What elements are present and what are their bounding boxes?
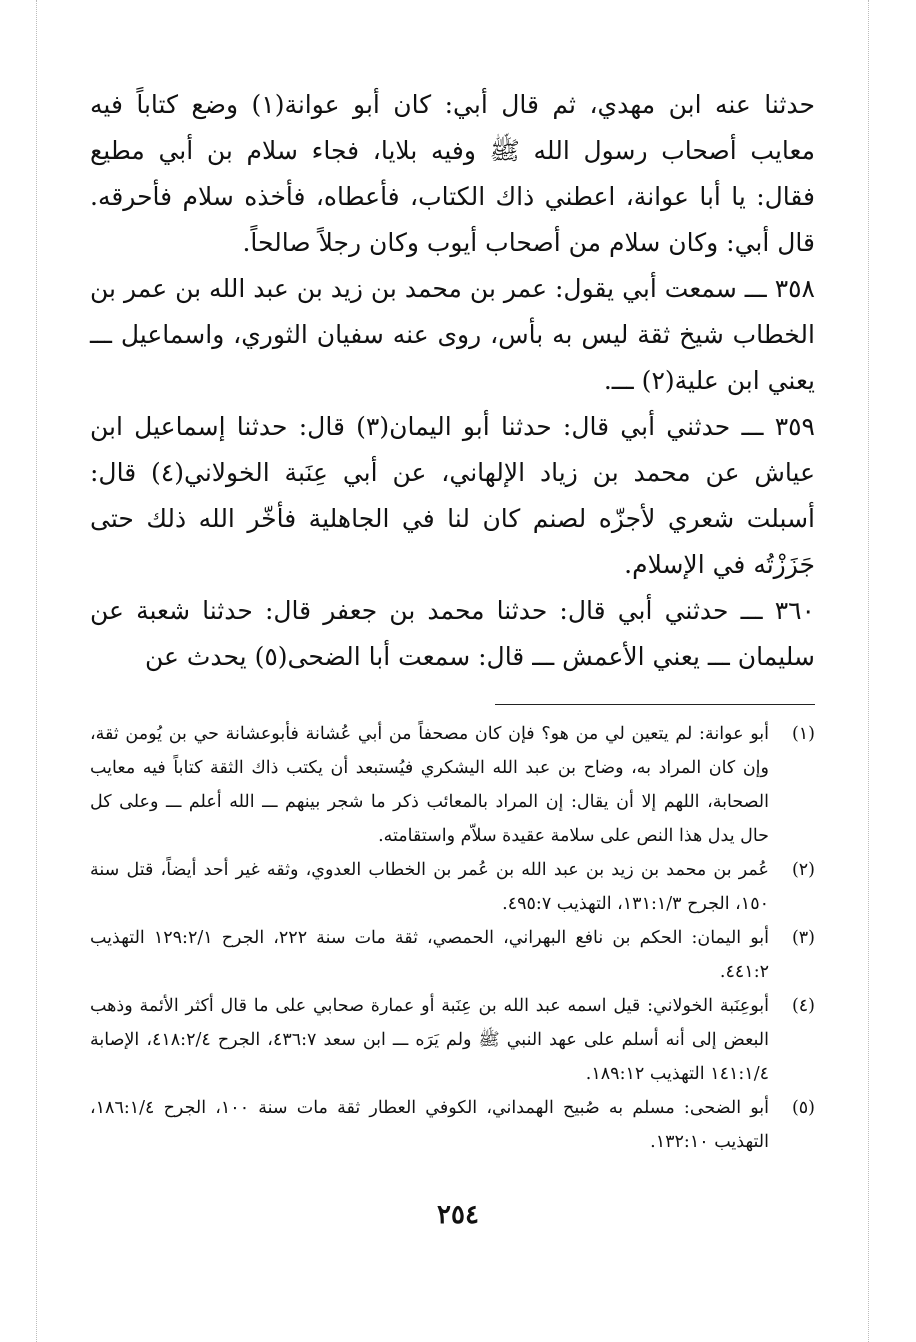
- footnotes: [90, 717, 815, 1159]
- scan-edge-right: [868, 0, 869, 1342]
- footnote-2: [90, 853, 815, 921]
- footnote-text: أبو عوانة: لم يتعين لي من هو؟ فإن كان مصحفاً من أبي عُشانة فأبوعشانة حي بن يُومن ثقة، وإن كان المراد به، وضاح بن عبد الله اليشكري فيُستبعد أن يكتب ذاك الثقة كتاباً فيه معايب الصحابة، اللهم إلا أن يقال: إن المراد بالمعائب ذكر ما شجر بينهم ـــ الله أعلم ـــ وعلى كل حال يدل هذا النص على سلامة عقيدة سلاّم واستقامته.: [90, 724, 769, 846]
- footnote-number: (٣): [791, 928, 815, 948]
- footnote-5: [90, 1091, 815, 1159]
- footnote-number: (٥): [791, 1098, 815, 1118]
- footnote-number: (٢): [791, 860, 815, 880]
- page-number: ٢٥٤: [437, 1200, 479, 1230]
- main-text: [90, 82, 815, 680]
- footnote-text: أبو الضحى: مسلم به صُبيح الهمداني، الكوفي العطار ثقة مات سنة ١٠٠، الجرح ١٨٦:١/٤، التهذيب ١٣٢:١٠.: [90, 1098, 770, 1152]
- paragraph-360: ٣٦٠ ـــ حدثني أبي قال: حدثنا محمد بن جعفر قال: حدثنا شعبة عن سليمان ـــ يعني الأعمش ـــ قال: سمعت أبا الضحى(٥) يحدث عن: [90, 596, 815, 671]
- footnote-4: [90, 989, 815, 1091]
- footnote-number: (١): [791, 724, 815, 744]
- footnote-text: أبو اليمان: الحكم بن نافع البهراني، الحمصي، ثقة مات سنة ٢٢٢، الجرح ١٢٩:٢/١ التهذيب ٤٤١:٢.: [90, 928, 769, 982]
- page-body: [90, 82, 815, 1159]
- footnote-divider: [495, 704, 815, 705]
- paragraph-358: ٣٥٨ ـــ سمعت أبي يقول: عمر بن محمد بن زيد بن عبد الله بن عمر بن الخطاب شيخ ثقة ليس به بأس، روى عنه سفيان الثوري، واسماعيل ـــ يعني ابن علية(٢) ـــ.: [90, 274, 815, 395]
- footnote-text: أبوعِنَبة الخولاني: قيل اسمه عبد الله بن عِنَبة أو عمارة صحابي على ما قال أكثر الأئمة وذهب البعض إلى أنه أسلم على عهد النبي ﷺ ولم يَرَه ـــ ابن سعد ٤٣٦:٧، الجرح ٤١٨:٢/٤، الإصابة ١٤١:١/٤ التهذيب ١٨٩:١٢.: [90, 996, 770, 1084]
- paragraph-359: ٣٥٩ ـــ حدثني أبي قال: حدثنا أبو اليمان(٣) قال: حدثنا إسماعيل ابن عياش عن محمد بن زياد الإلهاني، عن أبي عِنَبة الخولاني(٤) قال: أسبلت شعري لأجزّه لصنم كان لنا في الجاهلية فأخّر الله ذلك حتى جَزَزْتُه في الإسلام.: [90, 412, 815, 579]
- footnote-number: (٤): [791, 996, 815, 1016]
- footnote-3: [90, 921, 815, 989]
- scan-edge-left: [36, 0, 37, 1342]
- footnote-1: [90, 717, 815, 853]
- footnote-text: عُمر بن محمد بن زيد بن عبد الله بن عُمر بن الخطاب العدوي، وثقه غير أحد أيضاً، قتل سنة ١٥٠، الجرح ١٣١:١/٣، التهذيب ٤٩٥:٧.: [90, 860, 769, 914]
- paragraph-continuation: حدثنا عنه ابن مهدي، ثم قال أبي: كان أبو عوانة(١) وضع كتاباً فيه معايب أصحاب رسول الله ﷺ وفيه بلايا، فجاء سلام بن أبي مطيع فقال: يا أبا عوانة، اعطني ذاك الكتاب، فأعطاه، فأخذه سلام فأحرقه. قال أبي: وكان سلام من أصحاب أيوب وكان رجلاً صالحاً.: [90, 90, 815, 257]
